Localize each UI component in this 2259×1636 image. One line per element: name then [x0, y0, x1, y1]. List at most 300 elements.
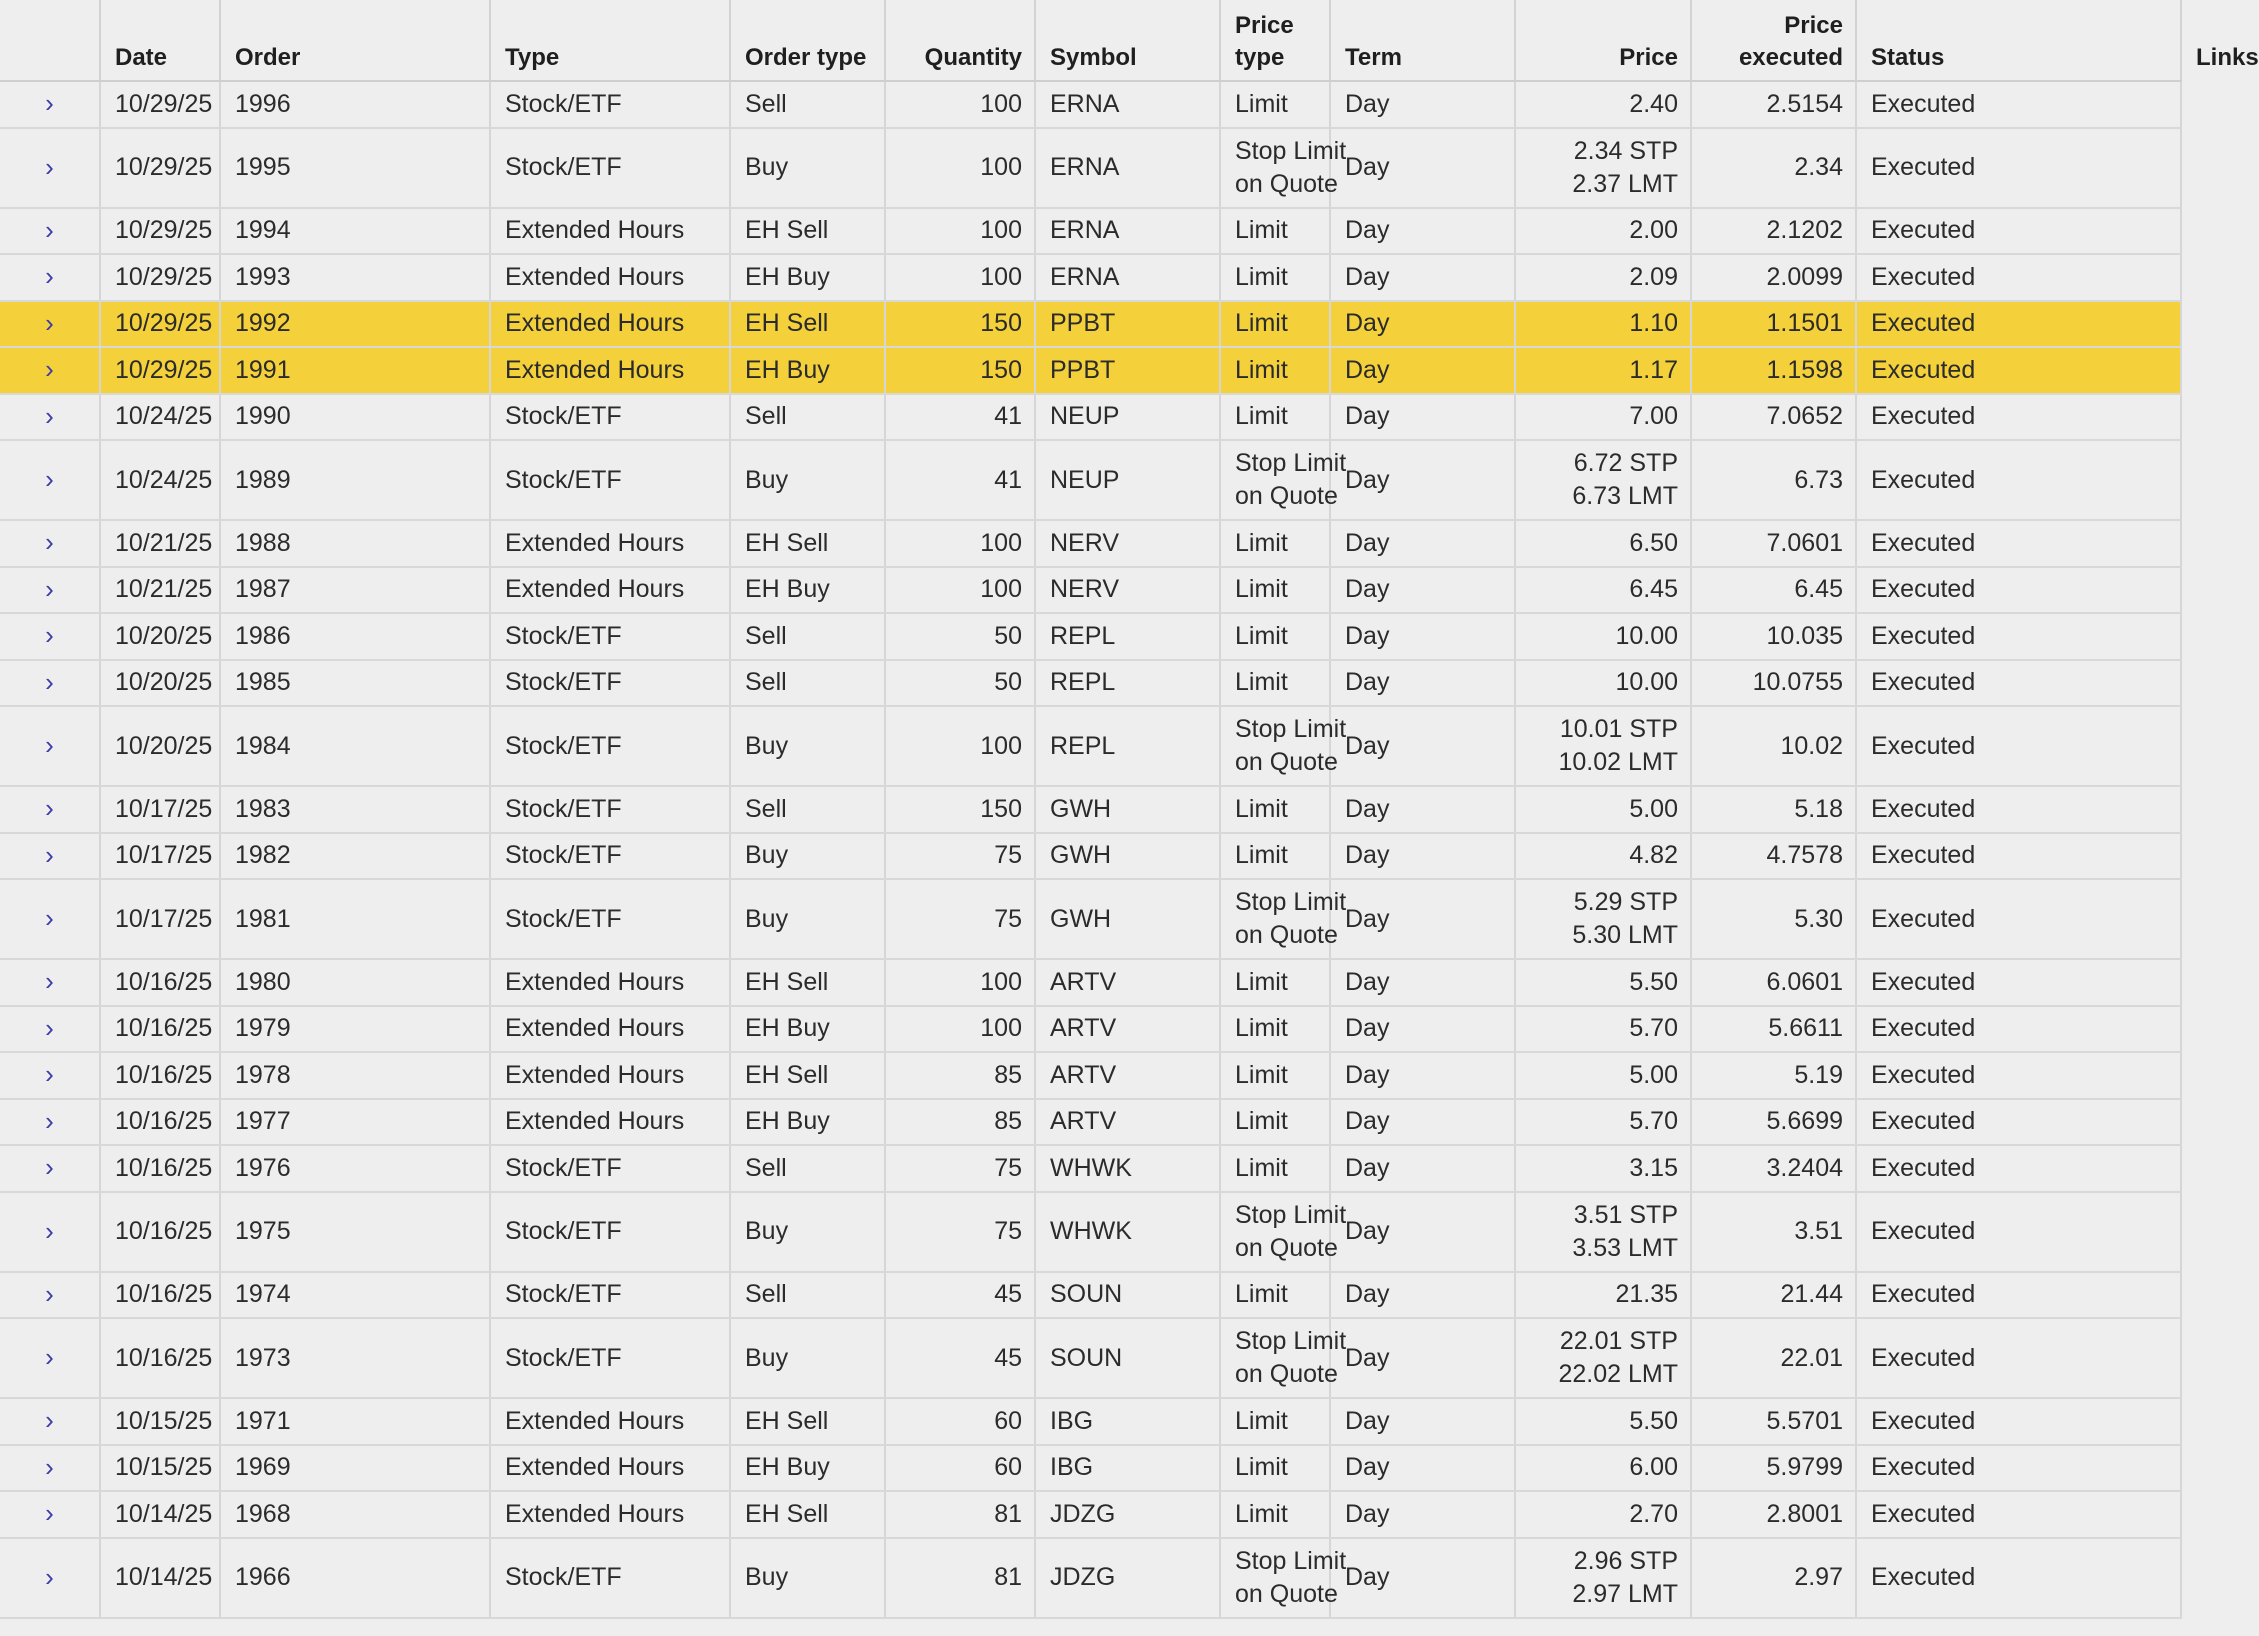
cell-date: 10/16/25	[100, 959, 220, 1006]
cell-order: 1990	[220, 394, 490, 441]
expand-row-button[interactable]	[0, 1006, 100, 1053]
cell-symbol: JDZG	[1035, 1538, 1220, 1618]
cell-symbol: ARTV	[1035, 1052, 1220, 1099]
cell-price-executed: 10.0755	[1691, 660, 1856, 707]
chevron-right-icon[interactable]: ›	[45, 1342, 54, 1372]
cell-type: Extended Hours	[490, 1099, 730, 1146]
expand-row-button[interactable]	[0, 879, 100, 959]
cell-quantity: 100	[885, 959, 1035, 1006]
cell-status: Executed	[1856, 1538, 2181, 1618]
cell-price-type: Limit	[1220, 1145, 1330, 1192]
cell-status: Executed	[1856, 660, 2181, 707]
cell-price-executed: 5.30	[1691, 879, 1856, 959]
chevron-right-icon[interactable]: ›	[45, 214, 54, 245]
cell-order-type: EH Sell	[730, 1491, 885, 1538]
chevron-right-icon[interactable]: ›	[45, 1152, 54, 1183]
cell-status: Executed	[1856, 301, 2181, 348]
table-row	[0, 1318, 2181, 1398]
orders-table-body	[0, 81, 2181, 1618]
cell-price-type: Stop Limit on Quote	[1220, 706, 1330, 786]
cell-price-executed: 5.19	[1691, 1052, 1856, 1099]
expand-row-button[interactable]	[0, 440, 100, 520]
chevron-right-icon[interactable]: ›	[45, 1059, 54, 1090]
cell-term: Day	[1330, 567, 1515, 614]
cell-status: Executed	[1856, 613, 2181, 660]
chevron-right-icon[interactable]: ›	[45, 1498, 54, 1529]
cell-term: Day	[1330, 520, 1515, 567]
cell-quantity: 75	[885, 833, 1035, 880]
cell-order-type: Buy	[730, 1192, 885, 1272]
table-row	[0, 613, 2181, 660]
cell-status: Executed	[1856, 440, 2181, 520]
cell-price: 10.00	[1515, 660, 1691, 707]
cell-date: 10/14/25	[100, 1491, 220, 1538]
cell-term: Day	[1330, 1491, 1515, 1538]
cell-symbol: ERNA	[1035, 81, 1220, 128]
cell-order-type: Sell	[730, 81, 885, 128]
expand-row-button[interactable]	[0, 1491, 100, 1538]
cell-price-type: Stop Limit on Quote	[1220, 1192, 1330, 1272]
cell-order-type: Sell	[730, 786, 885, 833]
cell-date: 10/29/25	[100, 347, 220, 394]
cell-type: Extended Hours	[490, 301, 730, 348]
table-row	[0, 254, 2181, 301]
cell-price: 3.15	[1515, 1145, 1691, 1192]
chevron-right-icon[interactable]: ›	[45, 307, 54, 338]
table-row	[0, 1052, 2181, 1099]
cell-order-type: EH Buy	[730, 347, 885, 394]
cell-type: Stock/ETF	[490, 1145, 730, 1192]
cell-price-executed: 21.44	[1691, 1272, 1856, 1319]
cell-date: 10/17/25	[100, 879, 220, 959]
column-header-date[interactable]: Date	[100, 0, 220, 81]
chevron-right-icon[interactable]: ›	[45, 1561, 54, 1592]
expand-row-button[interactable]	[0, 613, 100, 660]
expand-row-button[interactable]	[0, 128, 100, 208]
cell-symbol: WHWK	[1035, 1192, 1220, 1272]
cell-price: 2.09	[1515, 254, 1691, 301]
table-row	[0, 128, 2181, 208]
cell-order: 1989	[220, 440, 490, 520]
expand-row-button[interactable]	[0, 81, 100, 128]
table-row	[0, 786, 2181, 833]
expand-row-button[interactable]	[0, 1099, 100, 1146]
table-row	[0, 81, 2181, 128]
expand-row-button[interactable]	[0, 1145, 100, 1192]
cell-order: 1976	[220, 1145, 490, 1192]
chevron-right-icon[interactable]: ›	[45, 88, 54, 119]
cell-order: 1984	[220, 706, 490, 786]
chevron-right-icon[interactable]: ›	[45, 1405, 54, 1436]
cell-symbol: ERNA	[1035, 208, 1220, 255]
cell-price-executed: 4.7578	[1691, 833, 1856, 880]
cell-type: Extended Hours	[490, 1398, 730, 1445]
chevron-right-icon[interactable]: ›	[45, 903, 54, 933]
cell-quantity: 100	[885, 81, 1035, 128]
cell-price: 5.00	[1515, 786, 1691, 833]
table-row	[0, 208, 2181, 255]
cell-symbol: SOUN	[1035, 1318, 1220, 1398]
cell-quantity: 150	[885, 347, 1035, 394]
cell-symbol: NERV	[1035, 520, 1220, 567]
cell-price-executed: 5.18	[1691, 786, 1856, 833]
cell-price-executed: 2.0099	[1691, 254, 1856, 301]
cell-order: 1983	[220, 786, 490, 833]
cell-price-type: Stop Limit on Quote	[1220, 440, 1330, 520]
cell-price: 2.00	[1515, 208, 1691, 255]
expand-row-button[interactable]	[0, 1052, 100, 1099]
cell-date: 10/29/25	[100, 128, 220, 208]
chevron-right-icon[interactable]: ›	[45, 151, 54, 182]
cell-price-executed: 5.6611	[1691, 1006, 1856, 1053]
chevron-right-icon[interactable]: ›	[45, 793, 54, 824]
cell-type: Extended Hours	[490, 1491, 730, 1538]
cell-term: Day	[1330, 254, 1515, 301]
cell-symbol: ARTV	[1035, 959, 1220, 1006]
cell-symbol: GWH	[1035, 833, 1220, 880]
cell-type: Extended Hours	[490, 520, 730, 567]
cell-order-type: Sell	[730, 613, 885, 660]
expand-row-button[interactable]	[0, 394, 100, 441]
cell-symbol: REPL	[1035, 660, 1220, 707]
cell-status: Executed	[1856, 254, 2181, 301]
table-row	[0, 1398, 2181, 1445]
cell-type: Extended Hours	[490, 254, 730, 301]
cell-order-type: Buy	[730, 440, 885, 520]
cell-quantity: 50	[885, 660, 1035, 707]
cell-date: 10/17/25	[100, 833, 220, 880]
cell-status: Executed	[1856, 786, 2181, 833]
cell-order-type: Sell	[730, 1145, 885, 1192]
cell-price-executed: 6.73	[1691, 440, 1856, 520]
expand-row-button[interactable]	[0, 1272, 100, 1319]
cell-status: Executed	[1856, 1052, 2181, 1099]
cell-quantity: 60	[885, 1398, 1035, 1445]
expand-row-button[interactable]	[0, 1445, 100, 1492]
expand-row-button[interactable]	[0, 833, 100, 880]
cell-status: Executed	[1856, 1491, 2181, 1538]
cell-type: Stock/ETF	[490, 394, 730, 441]
chevron-right-icon[interactable]: ›	[45, 1451, 54, 1482]
cell-status: Executed	[1856, 81, 2181, 128]
cell-type: Stock/ETF	[490, 660, 730, 707]
cell-quantity: 150	[885, 786, 1035, 833]
cell-type: Extended Hours	[490, 567, 730, 614]
cell-quantity: 75	[885, 1192, 1035, 1272]
cell-order: 1966	[220, 1538, 490, 1618]
column-header-order[interactable]: Order	[220, 0, 490, 81]
cell-price: 5.00	[1515, 1052, 1691, 1099]
cell-date: 10/24/25	[100, 440, 220, 520]
cell-date: 10/16/25	[100, 1145, 220, 1192]
table-row	[0, 567, 2181, 614]
chevron-right-icon[interactable]: ›	[45, 261, 54, 292]
cell-symbol: IBG	[1035, 1445, 1220, 1492]
cell-status: Executed	[1856, 347, 2181, 394]
column-header-symbol[interactable]: Symbol	[1035, 0, 1220, 81]
cell-date: 10/16/25	[100, 1192, 220, 1272]
cell-status: Executed	[1856, 208, 2181, 255]
cell-type: Extended Hours	[490, 208, 730, 255]
chevron-right-icon[interactable]: ›	[45, 1012, 54, 1043]
cell-order: 1991	[220, 347, 490, 394]
chevron-right-icon[interactable]: ›	[45, 666, 54, 697]
expand-row-button[interactable]	[0, 347, 100, 394]
cell-price: 10.01 STP 10.02 LMT	[1515, 706, 1691, 786]
cell-order-type: EH Buy	[730, 567, 885, 614]
cell-term: Day	[1330, 301, 1515, 348]
cell-price-executed: 6.0601	[1691, 959, 1856, 1006]
chevron-right-icon[interactable]: ›	[45, 400, 54, 431]
cell-price: 21.35	[1515, 1272, 1691, 1319]
column-header-price[interactable]: Price	[1515, 0, 1691, 81]
cell-term: Day	[1330, 1398, 1515, 1445]
cell-order: 1975	[220, 1192, 490, 1272]
expand-row-button[interactable]	[0, 254, 100, 301]
chevron-right-icon[interactable]: ›	[45, 464, 54, 494]
cell-quantity: 100	[885, 567, 1035, 614]
cell-type: Stock/ETF	[490, 706, 730, 786]
cell-symbol: NERV	[1035, 567, 1220, 614]
cell-status: Executed	[1856, 1398, 2181, 1445]
cell-price-type: Limit	[1220, 1398, 1330, 1445]
table-row	[0, 1099, 2181, 1146]
cell-type: Stock/ETF	[490, 1318, 730, 1398]
cell-order: 1995	[220, 128, 490, 208]
cell-price-type: Limit	[1220, 394, 1330, 441]
column-header-order-type[interactable]: Order type	[730, 0, 885, 81]
cell-date: 10/16/25	[100, 1272, 220, 1319]
cell-type: Stock/ETF	[490, 440, 730, 520]
table-row	[0, 1445, 2181, 1492]
expand-column-header	[0, 0, 100, 81]
cell-price-type: Stop Limit on Quote	[1220, 1318, 1330, 1398]
cell-price: 5.50	[1515, 959, 1691, 1006]
cell-price: 2.34 STP 2.37 LMT	[1515, 128, 1691, 208]
cell-term: Day	[1330, 660, 1515, 707]
cell-quantity: 41	[885, 394, 1035, 441]
chevron-right-icon[interactable]: ›	[45, 1105, 54, 1136]
cell-order: 1996	[220, 81, 490, 128]
cell-order: 1994	[220, 208, 490, 255]
cell-type: Stock/ETF	[490, 128, 730, 208]
cell-date: 10/29/25	[100, 301, 220, 348]
cell-price-type: Limit	[1220, 208, 1330, 255]
cell-order-type: EH Sell	[730, 520, 885, 567]
cell-symbol: PPBT	[1035, 347, 1220, 394]
cell-quantity: 75	[885, 879, 1035, 959]
cell-order-type: EH Buy	[730, 1099, 885, 1146]
table-row	[0, 1538, 2181, 1618]
cell-term: Day	[1330, 613, 1515, 660]
chevron-right-icon[interactable]: ›	[45, 1278, 54, 1309]
cell-order-type: EH Sell	[730, 959, 885, 1006]
cell-status: Executed	[1856, 1192, 2181, 1272]
cell-order: 1992	[220, 301, 490, 348]
cell-term: Day	[1330, 1445, 1515, 1492]
cell-symbol: SOUN	[1035, 1272, 1220, 1319]
cell-price-type: Stop Limit on Quote	[1220, 1538, 1330, 1618]
cell-order-type: EH Buy	[730, 1445, 885, 1492]
cell-order: 1980	[220, 959, 490, 1006]
cell-date: 10/24/25	[100, 394, 220, 441]
cell-term: Day	[1330, 833, 1515, 880]
table-row	[0, 879, 2181, 959]
column-header-type[interactable]: Type	[490, 0, 730, 81]
cell-quantity: 60	[885, 1445, 1035, 1492]
cell-order: 1968	[220, 1491, 490, 1538]
cell-status: Executed	[1856, 1145, 2181, 1192]
expand-row-button[interactable]	[0, 1538, 100, 1618]
cell-price-executed: 2.5154	[1691, 81, 1856, 128]
cell-term: Day	[1330, 1052, 1515, 1099]
column-header-quantity[interactable]: Quantity	[885, 0, 1035, 81]
cell-price-type: Limit	[1220, 833, 1330, 880]
cell-status: Executed	[1856, 1445, 2181, 1492]
cell-term: Day	[1330, 706, 1515, 786]
cell-symbol: ERNA	[1035, 128, 1220, 208]
expand-row-button[interactable]	[0, 786, 100, 833]
cell-date: 10/29/25	[100, 81, 220, 128]
cell-price: 1.10	[1515, 301, 1691, 348]
cell-price-executed: 1.1598	[1691, 347, 1856, 394]
chevron-right-icon[interactable]: ›	[45, 573, 54, 604]
cell-quantity: 50	[885, 613, 1035, 660]
cell-order-type: EH Sell	[730, 1398, 885, 1445]
expand-row-button[interactable]	[0, 520, 100, 567]
column-header-price-type[interactable]: Price type	[1220, 0, 1330, 81]
chevron-right-icon[interactable]: ›	[45, 620, 54, 651]
cell-order: 1988	[220, 520, 490, 567]
expand-row-button[interactable]	[0, 208, 100, 255]
expand-row-button[interactable]	[0, 1398, 100, 1445]
cell-quantity: 150	[885, 301, 1035, 348]
chevron-right-icon[interactable]: ›	[45, 1215, 54, 1246]
cell-term: Day	[1330, 128, 1515, 208]
cell-price-type: Limit	[1220, 1006, 1330, 1053]
cell-quantity: 85	[885, 1099, 1035, 1146]
chevron-right-icon[interactable]: ›	[45, 354, 54, 385]
cell-term: Day	[1330, 1145, 1515, 1192]
cell-order-type: Buy	[730, 1318, 885, 1398]
cell-price-executed: 10.02	[1691, 706, 1856, 786]
cell-status: Executed	[1856, 128, 2181, 208]
cell-order-type: Buy	[730, 879, 885, 959]
chevron-right-icon[interactable]: ›	[45, 839, 54, 870]
table-row	[0, 1145, 2181, 1192]
cell-date: 10/17/25	[100, 786, 220, 833]
cell-price-type: Limit	[1220, 301, 1330, 348]
expand-row-button[interactable]	[0, 959, 100, 1006]
cell-type: Extended Hours	[490, 959, 730, 1006]
cell-price-type: Limit	[1220, 81, 1330, 128]
cell-quantity: 45	[885, 1272, 1035, 1319]
cell-price-type: Limit	[1220, 613, 1330, 660]
cell-order-type: Sell	[730, 1272, 885, 1319]
expand-row-button[interactable]	[0, 301, 100, 348]
cell-order-type: EH Buy	[730, 254, 885, 301]
cell-order: 1981	[220, 879, 490, 959]
table-row	[0, 1006, 2181, 1053]
expand-row-button[interactable]	[0, 660, 100, 707]
cell-order: 1971	[220, 1398, 490, 1445]
expand-row-button[interactable]	[0, 567, 100, 614]
cell-price-type: Limit	[1220, 567, 1330, 614]
cell-term: Day	[1330, 1538, 1515, 1618]
cell-order-type: EH Sell	[730, 208, 885, 255]
cell-price-executed: 1.1501	[1691, 301, 1856, 348]
cell-term: Day	[1330, 1099, 1515, 1146]
cell-order: 1993	[220, 254, 490, 301]
cell-quantity: 100	[885, 208, 1035, 255]
cell-price: 22.01 STP 22.02 LMT	[1515, 1318, 1691, 1398]
cell-date: 10/20/25	[100, 660, 220, 707]
column-header-term[interactable]: Term	[1330, 0, 1515, 81]
cell-symbol: JDZG	[1035, 1491, 1220, 1538]
chevron-right-icon[interactable]: ›	[45, 527, 54, 558]
cell-price: 3.51 STP 3.53 LMT	[1515, 1192, 1691, 1272]
cell-price-type: Stop Limit on Quote	[1220, 879, 1330, 959]
cell-date: 10/16/25	[100, 1099, 220, 1146]
cell-price: 6.45	[1515, 567, 1691, 614]
cell-quantity: 45	[885, 1318, 1035, 1398]
table-row	[0, 520, 2181, 567]
cell-order-type: EH Sell	[730, 1052, 885, 1099]
cell-quantity: 100	[885, 1006, 1035, 1053]
column-header-price-executed[interactable]: Price executed	[1691, 0, 1856, 81]
cell-price-executed: 7.0601	[1691, 520, 1856, 567]
cell-price: 2.70	[1515, 1491, 1691, 1538]
cell-order: 1974	[220, 1272, 490, 1319]
cell-type: Stock/ETF	[490, 786, 730, 833]
cell-order-type: Buy	[730, 833, 885, 880]
cell-price: 4.82	[1515, 833, 1691, 880]
cell-type: Stock/ETF	[490, 1538, 730, 1618]
chevron-right-icon[interactable]: ›	[45, 966, 54, 997]
cell-order: 1977	[220, 1099, 490, 1146]
cell-type: Stock/ETF	[490, 879, 730, 959]
expand-row-button[interactable]	[0, 706, 100, 786]
cell-symbol: WHWK	[1035, 1145, 1220, 1192]
cell-price-executed: 22.01	[1691, 1318, 1856, 1398]
cell-price-type: Stop Limit on Quote	[1220, 128, 1330, 208]
cell-date: 10/14/25	[100, 1538, 220, 1618]
cell-term: Day	[1330, 786, 1515, 833]
cell-order-type: Sell	[730, 660, 885, 707]
cell-date: 10/16/25	[100, 1052, 220, 1099]
cell-term: Day	[1330, 1192, 1515, 1272]
column-header-status[interactable]: Status	[1856, 0, 2181, 81]
expand-row-button[interactable]	[0, 1318, 100, 1398]
cell-status: Executed	[1856, 1099, 2181, 1146]
cell-quantity: 85	[885, 1052, 1035, 1099]
cell-order-type: Buy	[730, 1538, 885, 1618]
cell-date: 10/16/25	[100, 1006, 220, 1053]
cell-order: 1985	[220, 660, 490, 707]
expand-row-button[interactable]	[0, 1192, 100, 1272]
cell-type: Stock/ETF	[490, 81, 730, 128]
cell-price: 7.00	[1515, 394, 1691, 441]
cell-quantity: 100	[885, 128, 1035, 208]
cell-status: Executed	[1856, 520, 2181, 567]
cell-date: 10/20/25	[100, 613, 220, 660]
cell-price-executed: 2.34	[1691, 128, 1856, 208]
cell-price-type: Limit	[1220, 1445, 1330, 1492]
chevron-right-icon[interactable]: ›	[45, 730, 54, 760]
cell-type: Stock/ETF	[490, 1272, 730, 1319]
table-row	[0, 706, 2181, 786]
cell-price-type: Limit	[1220, 347, 1330, 394]
